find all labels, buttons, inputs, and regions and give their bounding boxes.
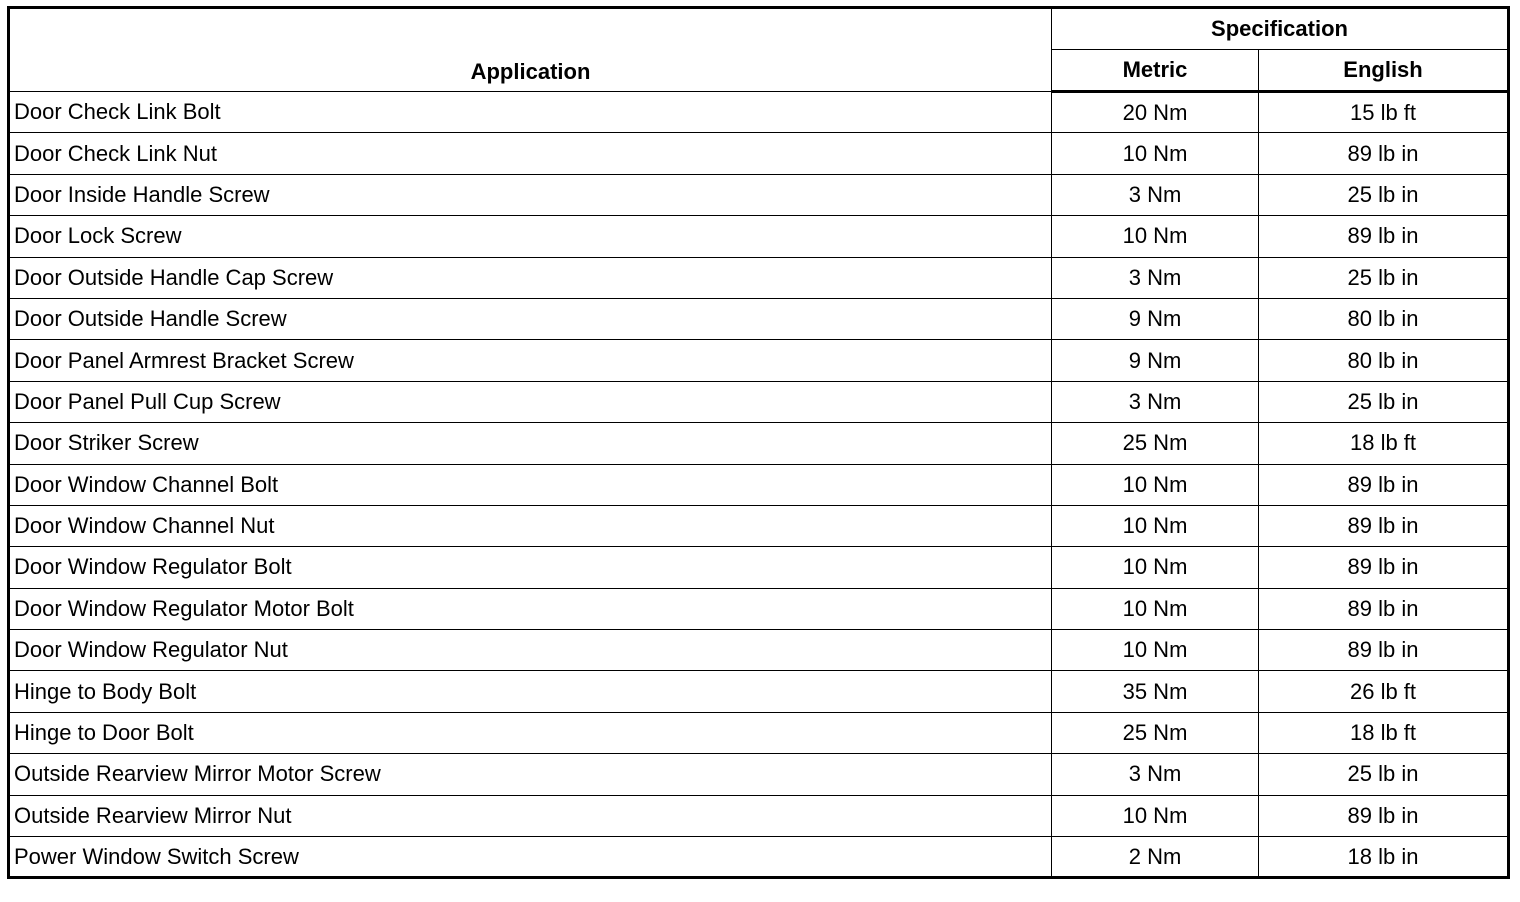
- english-cell: 80 lb in: [1259, 298, 1509, 339]
- table-row: [9, 795, 1509, 836]
- table-body: [9, 92, 1509, 878]
- table-row: [9, 547, 1509, 588]
- english-cell: 89 lb in: [1259, 464, 1509, 505]
- english-cell: 89 lb in: [1259, 505, 1509, 546]
- application-cell: Door Striker Screw: [9, 423, 1052, 464]
- application-cell: Door Outside Handle Cap Screw: [9, 257, 1052, 298]
- table-row: [9, 464, 1509, 505]
- english-cell: 89 lb in: [1259, 133, 1509, 174]
- application-cell: Door Window Channel Bolt: [9, 464, 1052, 505]
- english-cell: 25 lb in: [1259, 381, 1509, 422]
- table-row: [9, 588, 1509, 629]
- metric-cell: 10 Nm: [1052, 588, 1259, 629]
- metric-cell: 25 Nm: [1052, 712, 1259, 753]
- table-row: [9, 837, 1509, 878]
- english-cell: 89 lb in: [1259, 588, 1509, 629]
- application-cell: Door Lock Screw: [9, 216, 1052, 257]
- english-cell: 18 lb in: [1259, 837, 1509, 878]
- table-row: [9, 505, 1509, 546]
- application-cell: Door Window Regulator Motor Bolt: [9, 588, 1052, 629]
- application-cell: Door Window Regulator Nut: [9, 630, 1052, 671]
- table-row: [9, 174, 1509, 215]
- application-cell: Outside Rearview Mirror Nut: [9, 795, 1052, 836]
- application-cell: Door Panel Armrest Bracket Screw: [9, 340, 1052, 381]
- application-cell: Door Check Link Nut: [9, 133, 1052, 174]
- english-cell: 89 lb in: [1259, 547, 1509, 588]
- table-row: [9, 712, 1509, 753]
- metric-cell: 3 Nm: [1052, 381, 1259, 422]
- application-cell: Door Check Link Bolt: [9, 92, 1052, 133]
- specification-column-header: Specification: [1052, 8, 1509, 50]
- english-cell: 15 lb ft: [1259, 92, 1509, 133]
- application-column-header: Application: [9, 8, 1052, 92]
- table-row: [9, 671, 1509, 712]
- metric-cell: 10 Nm: [1052, 795, 1259, 836]
- application-cell: Door Window Channel Nut: [9, 505, 1052, 546]
- table-row: [9, 754, 1509, 795]
- english-cell: 25 lb in: [1259, 257, 1509, 298]
- metric-cell: 9 Nm: [1052, 298, 1259, 339]
- metric-cell: 3 Nm: [1052, 174, 1259, 215]
- english-cell: 89 lb in: [1259, 216, 1509, 257]
- english-cell: 89 lb in: [1259, 795, 1509, 836]
- metric-cell: 35 Nm: [1052, 671, 1259, 712]
- english-cell: 18 lb ft: [1259, 712, 1509, 753]
- table-row: [9, 92, 1509, 133]
- english-cell: 26 lb ft: [1259, 671, 1509, 712]
- application-cell: Door Inside Handle Screw: [9, 174, 1052, 215]
- metric-cell: 25 Nm: [1052, 423, 1259, 464]
- application-cell: Hinge to Body Bolt: [9, 671, 1052, 712]
- table-row: [9, 298, 1509, 339]
- metric-column-header: Metric: [1052, 50, 1259, 92]
- table-row: [9, 257, 1509, 298]
- english-column-header: English: [1259, 50, 1509, 92]
- metric-cell: 20 Nm: [1052, 92, 1259, 133]
- metric-cell: 10 Nm: [1052, 630, 1259, 671]
- application-cell: Hinge to Door Bolt: [9, 712, 1052, 753]
- metric-cell: 3 Nm: [1052, 257, 1259, 298]
- application-cell: Door Panel Pull Cup Screw: [9, 381, 1052, 422]
- metric-cell: 2 Nm: [1052, 837, 1259, 878]
- header-row-top: [9, 8, 1509, 50]
- metric-cell: 10 Nm: [1052, 133, 1259, 174]
- english-cell: 25 lb in: [1259, 174, 1509, 215]
- application-cell: Door Outside Handle Screw: [9, 298, 1052, 339]
- table-row: [9, 133, 1509, 174]
- table-row: [9, 340, 1509, 381]
- english-cell: 80 lb in: [1259, 340, 1509, 381]
- application-cell: Door Window Regulator Bolt: [9, 547, 1052, 588]
- metric-cell: 9 Nm: [1052, 340, 1259, 381]
- metric-cell: 10 Nm: [1052, 505, 1259, 546]
- table-row: [9, 423, 1509, 464]
- english-cell: 18 lb ft: [1259, 423, 1509, 464]
- table-row: [9, 381, 1509, 422]
- table-row: [9, 630, 1509, 671]
- english-cell: 25 lb in: [1259, 754, 1509, 795]
- table-row: [9, 216, 1509, 257]
- application-cell: Power Window Switch Screw: [9, 837, 1052, 878]
- english-cell: 89 lb in: [1259, 630, 1509, 671]
- fastener-spec-table: [7, 6, 1510, 879]
- metric-cell: 10 Nm: [1052, 216, 1259, 257]
- table-header: [9, 8, 1509, 92]
- metric-cell: 3 Nm: [1052, 754, 1259, 795]
- application-cell: Outside Rearview Mirror Motor Screw: [9, 754, 1052, 795]
- metric-cell: 10 Nm: [1052, 464, 1259, 505]
- metric-cell: 10 Nm: [1052, 547, 1259, 588]
